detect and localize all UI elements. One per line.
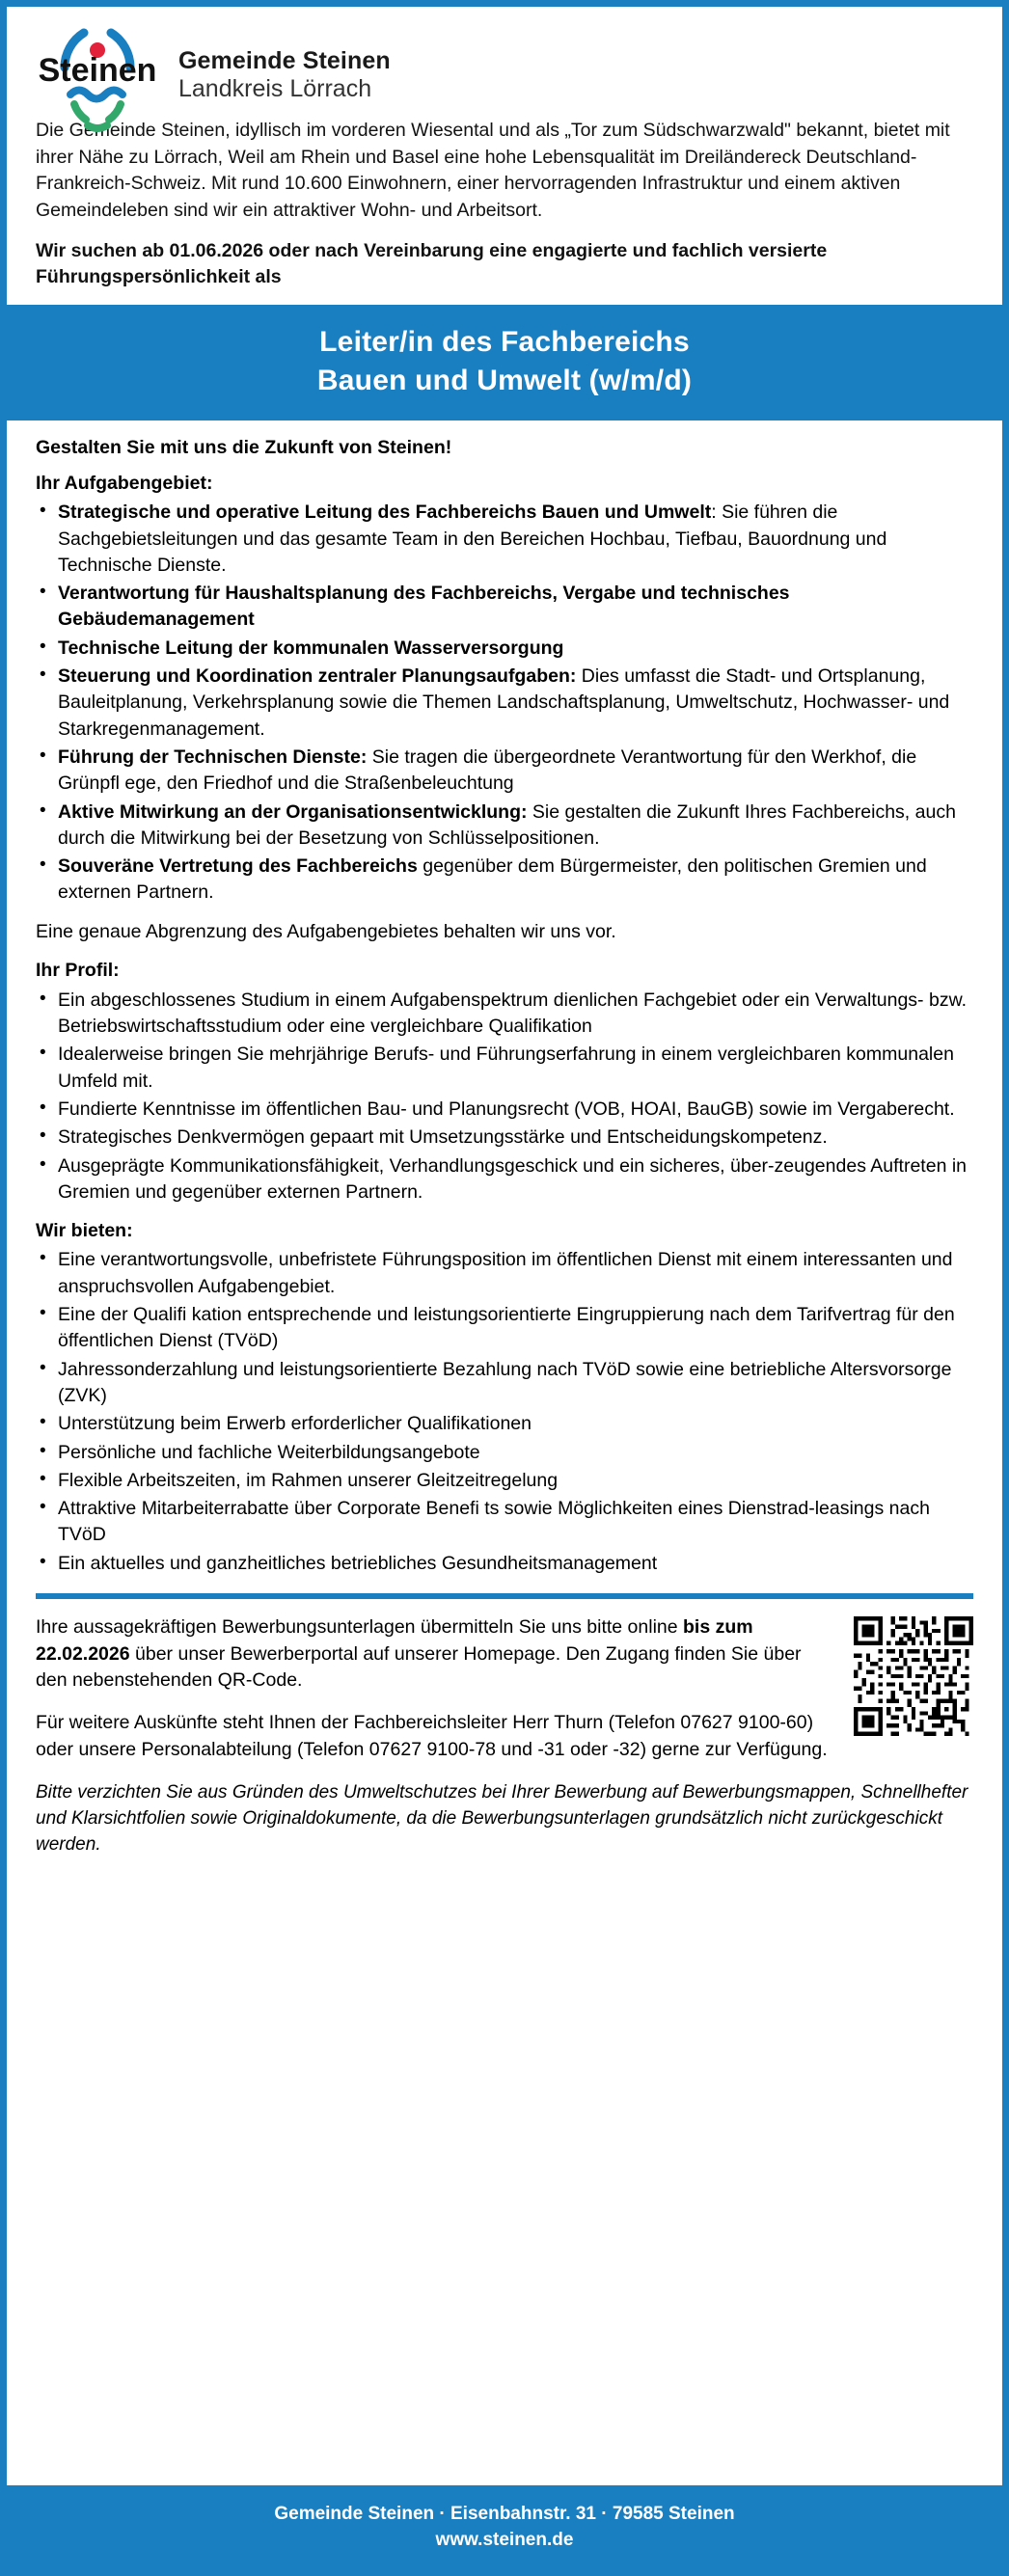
list-item: • Strategisches Denkvermögen gepaart mit Umsetzungsstärke und Entscheidungskompetenz. (36, 1125, 973, 1151)
footer-website[interactable]: www.steinen.de (435, 2530, 574, 2551)
footer (7, 2485, 1002, 2569)
qr-code-icon[interactable] (854, 1616, 973, 1736)
list-item: • Fundierte Kenntnisse im öffentlichen Bau- und Planungsrecht (VOB, HOAI, BauGB) sowie im Vergaberecht. (36, 1097, 973, 1123)
seeking-paragraph: Wir suchen ab 01.06.2026 oder nach Vereinbarung eine engagierte und fachlich versierte Führungspersönlichkeit als (36, 239, 828, 288)
task-bold: Steuerung und Koordination zentraler Planungsaufgaben: (58, 665, 577, 688)
main-body (7, 437, 1002, 1858)
apply-paragraph-2: Für weitere Auskünfte steht Ihnen der Fachbereichsleiter Herr Thurn (Telefon 07627 9100-60) oder unsere Personalabteilung (Telefon 07627 9100-78 und -31 oder -32) gerne zur Verfügung. (36, 1712, 828, 1760)
intro-paragraph: Die Gemeinde Steinen, idyllisch im vorderen Wiesental und als „Tor zum Südschwarzwald" bekannt, bietet mit ihrer Nähe zu Lörrach, Weil am Rhein und Basel eine hohe Lebensqualität im Dreiländereck Deutschland-Frankreich-Schweiz. Mit rund 10.600 Einwohnern, einer hervorragenden Infrastruktur und einem aktiven Gemeindeleben sind wir ein attraktiver Wohn- und Arbeitsort. (36, 120, 950, 222)
list-item (36, 500, 973, 579)
intro-section (7, 118, 1002, 291)
heading-profile: Ihr Profil: (36, 960, 120, 982)
tasks-list (36, 500, 973, 906)
apply-deadline: bis zum 22.02.2026 (36, 1616, 753, 1665)
list-item (36, 636, 973, 662)
apply-post: über unser Bewerberportal auf unserer Homepage. Den Zugang finden Sie über den nebenstehenden QR-Code. (36, 1642, 802, 1692)
task-rest: Sie tragen die übergeordnete Verantwortung für den Werkhof, die Grünpfl ege, den Friedhof und die Straßenbeleuchtung (58, 746, 917, 795)
list-item: • Unterstützung beim Erwerb erforderlicher Qualifikationen (36, 1411, 973, 1437)
list-item: • Ein aktuelles und ganzheitliches betriebliches Gesundheitsmanagement (36, 1551, 973, 1577)
task-rest: Dies umfasst die Stadt- und Ortsplanung, Bauleitplanung, Verkehrsplanung sowie die Themen Landschaftsplanung, Umweltschutz, Hochwasser- und Starkregenmanagement. (58, 665, 950, 740)
organisation-name (178, 47, 391, 104)
org-line-2: Landkreis Lörrach (178, 75, 372, 102)
apply-section (36, 1614, 973, 1763)
list-item: • Jahressonderzahlung und leistungsorientierte Bezahlung nach TVöD sowie eine betriebliche Altersvorsorge (ZVK) (36, 1357, 973, 1410)
list-item: • Persönliche und fachliche Weiterbildungsangebote (36, 1440, 973, 1466)
list-item: • Attraktive Mitarbeiterrabatte über Corporate Benefi ts sowie Möglichkeiten eines Dienstrad-leasings nach TVöD (36, 1496, 973, 1549)
job-title-line-1: Leiter/in des Fachbereichs (319, 326, 690, 359)
list-item: • Eine der Qualifi kation entsprechende und leistungsorientierte Eingruppierung nach dem Tarifvertrag für den öffentlichen Dienst (TVöD) (36, 1302, 973, 1355)
list-item: • Idealerweise bringen Sie mehrjährige Berufs- und Führungserfahrung in einem vergleichbaren kommunalen Umfeld mit. (36, 1042, 973, 1095)
task-bold: Technische Leitung der kommunalen Wasserversorgung (58, 637, 564, 659)
header (7, 7, 1002, 118)
list-item (36, 664, 973, 743)
task-rest: gegenüber dem Bürgermeister, den politischen Gremien und externen Partnern. (58, 855, 927, 904)
list-item: • Ein abgeschlossenes Studium in einem Aufgabenspektrum dienlichen Fachgebiet oder ein Verwaltungs- bzw. Betriebswirtschaftsstudium oder eine vergleichbare Qualifikation (36, 988, 973, 1041)
heading-tasks: Ihr Aufgabengebiet: (36, 472, 213, 494)
list-item (36, 581, 973, 634)
apply-pre: Ihre aussagekräftigen Bewerbungsunterlagen übermitteln Sie uns bitte online (36, 1616, 684, 1639)
apply-paragraph-1 (36, 1614, 834, 1695)
offer-list (36, 1247, 973, 1577)
list-item: • Ausgeprägte Kommunikationsfähigkeit, Verhandlungsgeschick und ein sicheres, über-zeugendes Auftreten in Gremien und gegenüber externen Partnern. (36, 1153, 973, 1207)
org-line-1: Gemeinde Steinen (178, 46, 391, 74)
job-title-banner (7, 305, 1002, 420)
task-bold: Souveräne Vertretung des Fachbereichs (58, 855, 418, 878)
tasks-note: Eine genaue Abgrenzung des Aufgabengebietes behalten wir uns vor. (36, 920, 616, 942)
heading-offer: Wir bieten: (36, 1220, 133, 1242)
footer-address: Gemeinde Steinen · Eisenbahnstr. 31 · 79585 Steinen (274, 2503, 735, 2524)
list-item (36, 745, 973, 798)
list-item (36, 800, 973, 853)
task-bold: Aktive Mitwirkung an der Organisationsentwicklung: (58, 800, 528, 823)
svg-text:Steinen: Steinen (38, 52, 157, 89)
task-rest: : Sie führen die Sachgebietsleitungen und das gesamte Team in den Bereichen Hochbau, Tiefbau, Bauordnung und Technische Dienste. (58, 502, 887, 576)
profile-list (36, 988, 973, 1206)
section-divider (36, 1593, 973, 1599)
apply-text (36, 1614, 834, 1763)
job-title-line-2: Bauen und Umwelt (w/m/d) (316, 365, 693, 397)
list-item (36, 854, 973, 907)
task-rest: Sie gestalten die Zukunft Ihres Fachbereichs, auch durch die Mitwirkung bei der Besetzung von Schlüsselpositionen. (58, 800, 956, 849)
disclaimer-text: Bitte verzichten Sie aus Gründen des Umweltschutzes bei Ihrer Bewerbung auf Bewerbungsmappen, Schnellhefter und Klarsichtfolien sowie Originaldokumente, da die Bewerbungsunterlagen grundsätzlich nicht zurückgeschickt werden. (36, 1782, 968, 1856)
task-bold: Führung der Technischen Dienste: (58, 746, 368, 768)
task-bold: Verantwortung für Haushaltsplanung des Fachbereichs, Vergabe und technisches Gebäudemanagement (58, 583, 790, 631)
task-bold: Strategische und operative Leitung des Fachbereichs Bauen und Umwelt (58, 502, 712, 524)
steinen-logo-icon (36, 12, 159, 135)
slogan: Gestalten Sie mit uns die Zukunft von Steinen! (36, 436, 452, 458)
list-item: • Flexible Arbeitszeiten, im Rahmen unserer Gleitzeitregelung (36, 1468, 973, 1494)
list-item: • Eine verantwortungsvolle, unbefristete Führungsposition im öffentlichen Dienst mit einem interessanten und anspruchsvollen Aufgabengebiet. (36, 1247, 973, 1300)
